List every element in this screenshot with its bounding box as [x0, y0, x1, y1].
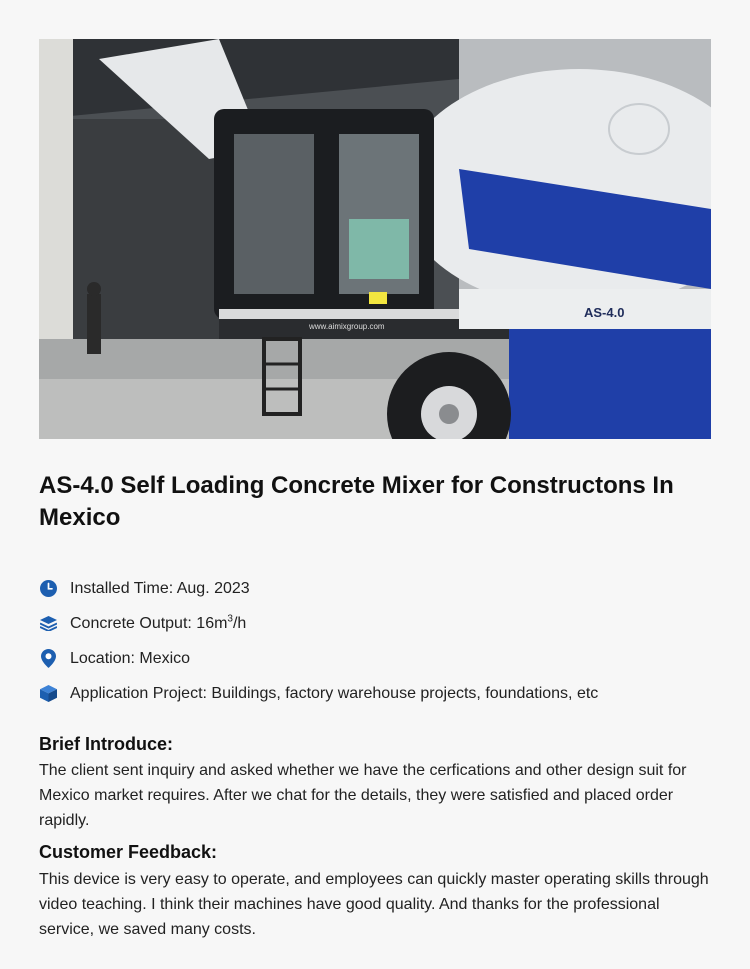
spec-concrete-output-text: Concrete Output: $16m^3/h$	[70, 613, 247, 632]
spec-location-text: Location: Mexico	[70, 649, 191, 667]
spec-location	[39, 641, 719, 676]
spec-installed-time-text: Installed Time: Aug. 2023	[70, 579, 250, 597]
location-pin-icon	[39, 650, 57, 668]
spec-application-project	[39, 676, 719, 711]
spec-list	[39, 571, 719, 711]
spec-application-project-text: Application Project: Buildings, factory warehouse projects, foundations, etc	[70, 684, 599, 702]
customer-feedback-body: This device is very easy to operate, and employees can quickly master operating skills through video teaching. I think their machines have good quality. And thanks for the professional service, we saved many costs.	[39, 871, 709, 938]
customer-feedback-heading: Customer Feedback:	[39, 842, 218, 862]
mixer-photo	[39, 39, 711, 439]
page-title: AS-4.0 Self Loading Concrete Mixer for Constructons In Mexico	[39, 472, 674, 531]
clock-icon	[39, 580, 57, 598]
cube-icon	[39, 685, 57, 703]
spec-installed-time	[39, 571, 719, 606]
cab-url-label: www.aimixgroup.com	[309, 322, 385, 331]
brief-introduce-body: The client sent inquiry and asked whether we have the cerfications and other design suit for Mexico market requires. After we chat for the details, they were satisfied and placed order rapidly.	[39, 762, 687, 829]
machine-label: AS-4.0	[584, 305, 625, 320]
layers-icon	[39, 615, 57, 633]
brief-introduce-heading: Brief Introduce:	[39, 734, 174, 754]
spec-concrete-output	[39, 606, 719, 641]
